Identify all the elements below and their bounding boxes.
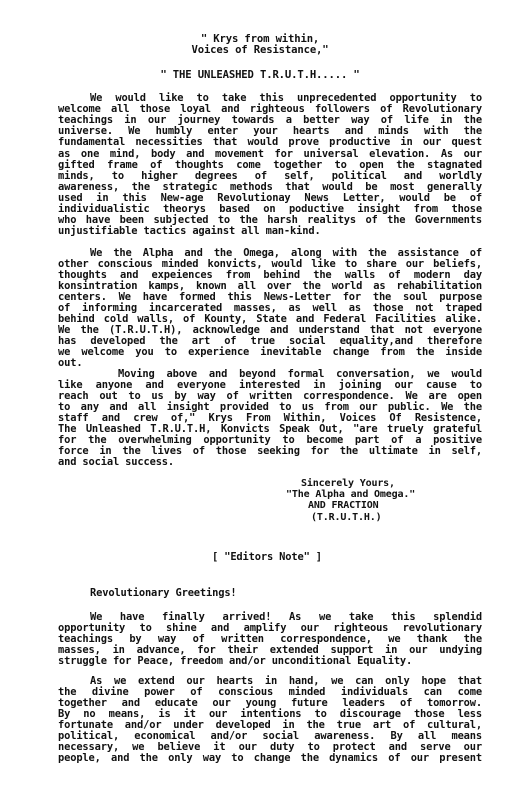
paragraph-line: out. bbox=[58, 357, 83, 369]
paragraph-line: Moving above and beyond formal conversation, we would bbox=[118, 368, 482, 380]
paragraph-line: universe. We humbly enter your hearts and minds with the bbox=[58, 125, 482, 138]
paragraph-line: fortunate and/or under developed in the true art of cultural, bbox=[58, 719, 482, 731]
paragraph-line: By no means, is it our intentions to discourage those less bbox=[58, 708, 482, 720]
signature-name: "The Alpha and Omega." bbox=[286, 489, 416, 500]
paragraph-line: fundamental necessities that would prove productive in our quest bbox=[58, 136, 482, 149]
paragraph-line: other conscious minded konvicts, would like to share our beliefs, bbox=[58, 258, 482, 270]
paragraph-line: to any and all insight provided to us from our public. We the bbox=[58, 401, 482, 413]
header-title-line-2: Voices of Resistance," bbox=[191, 44, 329, 56]
paragraph-line: welcome all those loyal and righteous followers of Revolutionary bbox=[58, 103, 482, 116]
paragraph-line: We the Alpha and the Omega, along with the assistance of bbox=[90, 247, 482, 259]
paragraph-line: masses, in advance, for their extended support in our undying bbox=[58, 644, 482, 656]
paragraph-line: of informing incarcerated masses, as well as those not traped bbox=[58, 302, 482, 314]
signature-fraction: AND FRACTION bbox=[308, 500, 379, 511]
paragraph-line: We would like to take this unprecedented opportunity to bbox=[90, 92, 482, 104]
paragraph-line: unjustifiable tactics against all man-kind. bbox=[58, 225, 321, 238]
paragraph-line: as one mind, body and movement for universal elevation. As our bbox=[58, 147, 482, 160]
paragraph-line: political, economical and/or social awareness. By all means bbox=[58, 730, 482, 742]
paragraph-line: and social success. bbox=[58, 456, 175, 468]
signature-truth: (T.R.U.T.H.) bbox=[311, 512, 382, 523]
paragraph-line: reach out to us by way of written correspondence. We are open bbox=[58, 390, 482, 402]
header-subtitle: " THE UNLEASHED T.R.U.T.H..... " bbox=[160, 69, 360, 81]
greeting: Revolutionary Greetings! bbox=[90, 587, 237, 599]
paragraph-line: We have finally arrived! As we take this splendid bbox=[90, 611, 482, 623]
paragraph-line: konsintration kamps, known all over the world as rehabilitation bbox=[58, 280, 482, 292]
paragraph-line: The Unleashed T.R.U.T.H, Konvicts Speak Out, "are truely grateful bbox=[58, 423, 482, 435]
paragraph-line: centers. We have formed this News-Letter for the soul purpose bbox=[58, 291, 482, 303]
paragraph-line: together and educate our young future leaders of tomorrow. bbox=[58, 697, 482, 709]
paragraph-line: teachings in our journey towards a better way of life in the bbox=[58, 114, 482, 127]
paragraph-line: individualistic theorys based on poductive insight from those bbox=[58, 203, 482, 215]
signature-closing: Sincerely Yours, bbox=[301, 478, 395, 489]
paragraph-line: minds, to higher degrees of self, political and worldly bbox=[58, 169, 482, 182]
paragraph-line: opportunity to shine and amplify our righteous revolutionary bbox=[58, 622, 482, 634]
paragraph-line: awareness, the strategic methods that would be most generally bbox=[58, 180, 482, 193]
editors-note-heading: [ "Editors Note" ] bbox=[212, 551, 322, 563]
header-title-line-1: " Krys from within, bbox=[200, 33, 320, 45]
paragraph-line: We the (T.R.U.T.H), acknowledge and understand that not everyone bbox=[58, 324, 482, 336]
paragraph-line: thoughts and expeiences from behind the walls of modern day bbox=[58, 269, 482, 281]
paragraph-line: has developed the art of true social equality,and therefore bbox=[58, 335, 482, 347]
paragraph-line: teachings by way of written correspondence, we thank the bbox=[58, 633, 482, 645]
paragraph-line: necessary, we believe it our duty to protect and serve our bbox=[58, 741, 482, 753]
paragraph-line: used in this New-age Revolutionay News Letter, would be of bbox=[58, 191, 482, 204]
paragraph-line: people, and the only way to change the dynamics of our present bbox=[58, 752, 482, 764]
paragraph-line: force in the lives of those seeking for the ultimate in self, bbox=[58, 445, 482, 457]
paragraph-line: we welcome you to experience inevitable change from the inside bbox=[58, 346, 482, 358]
paragraph-line: who have been subjected to the harsh realitys of the Governments bbox=[58, 214, 482, 227]
paragraph-line: staff and crew of," Krys From Within, Voices Of Resistence, bbox=[58, 412, 482, 424]
paragraph-line: gifted frame of thoughts come together to open the stagnated bbox=[58, 158, 482, 171]
paragraph-line: struggle for Peace, freedom and/or unconditional Equality. bbox=[58, 655, 413, 667]
paragraph-line: for the overwhelming opportunity to become part of a positive bbox=[58, 434, 482, 446]
paragraph-line: behind cold walls, of Kounty, State and Federal Facilities alike. bbox=[58, 313, 482, 325]
paragraph-line: As we extend our hearts in hand, we can only hope that bbox=[90, 675, 482, 687]
paragraph-line: the divine power of conscious minded individuals can come bbox=[58, 686, 482, 698]
paragraph-line: like anyone and everyone interested in joining our cause to bbox=[58, 379, 482, 391]
